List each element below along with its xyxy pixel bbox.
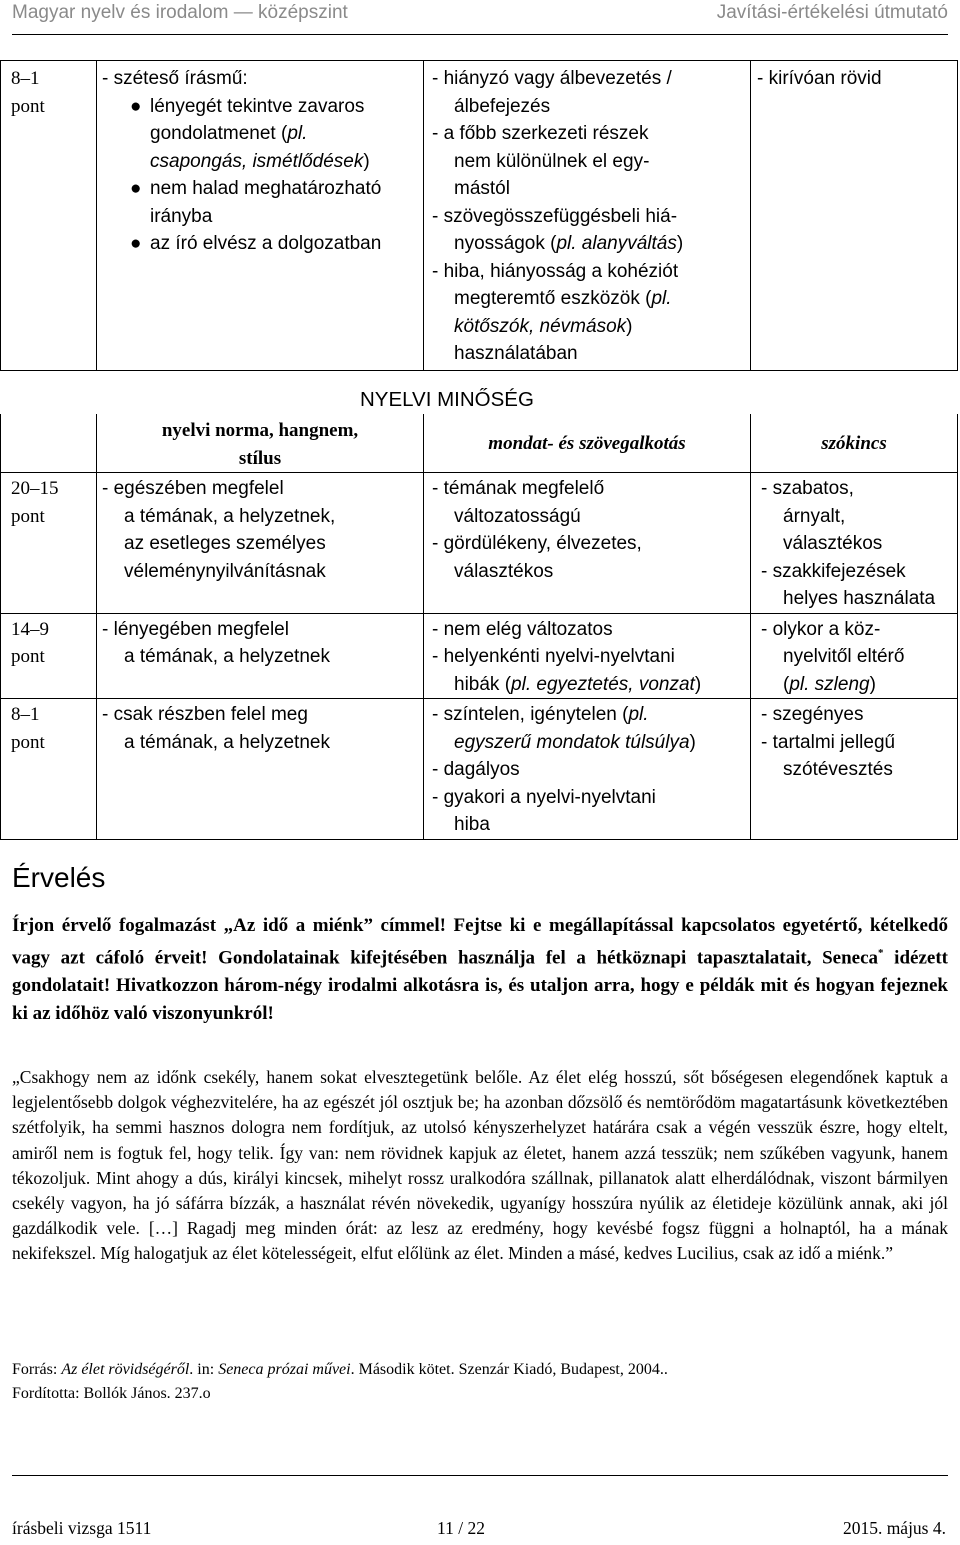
text-cell: - színtelen, igénytelen (pl. egyszerű mondatok túlsúlya) - dagályos - gyakori a nyelvi-nyelvtani hiba — [424, 699, 751, 840]
norm-cell: - egészében megfelel a témának, a helyzetnek, az esetleges személyes véleménynyilvánításnak — [97, 473, 424, 614]
empty-header-cell — [1, 414, 97, 473]
bullet-item: ● nem halad meghatározható — [102, 175, 423, 203]
length-criterion: - kirívóan rövid — [757, 68, 882, 89]
bullet-item-continuation: csapongás, ismétlődések) — [150, 150, 370, 172]
vocab-cell: - olykor a köz- nyelvitől eltérő (pl. szleng) — [751, 613, 958, 699]
criterion-line: nyosságok (pl. alanyváltás) — [454, 233, 684, 254]
table-row — [1, 473, 958, 614]
points-cell: 20–15 pont — [1, 473, 97, 614]
source-citation: Forrás: Az élet rövidségéről. in: Seneca prózai művei. Második kötet. Szenzár Kiadó, Budapest, 2004.. Fordította: Bollók János. 237.o — [12, 1361, 668, 1402]
header-divider — [12, 34, 948, 35]
quality-table — [0, 414, 958, 840]
criterion-line: mástól — [454, 178, 510, 199]
table-row — [1, 699, 958, 840]
structure-table — [0, 60, 958, 371]
points-cell — [1, 61, 97, 371]
norm-cell: - csak részben felel meg a témának, a helyzetnek — [97, 699, 424, 840]
criterion-line: - hiba, hiányosság a kohéziót — [432, 260, 679, 282]
vocab-header: szókincs — [751, 414, 958, 473]
criterion-line: - hiányzó vagy álbevezetés / — [432, 68, 672, 89]
seneca-quote: „Csakhogy nem az időnk csekély, hanem sokat elvesztegetünk belőle. Az élet elég hosszú, sőt bőségesen elegendőnek kaptuk a legjelentősebb dolgok véghezvitelére, ha az egészét jól osztjuk be; ha azonban dőzsölő és nemtörődöm magatartásunk következtében szétfolyik, ha semmi hasznos dologra nem fordítjuk, az utolsó kényszerhelyzet határára csak a végén vesszük észre, hogy eltelt, amiről nem is fogtuk fel, hogy telik. Így van: nem rövidnek kapjuk az életet, hanem azzá tesszük; nem szűkében vagyunk, hanem tékozoljuk. Mint ahogy a dús, királyi kincsek, mihelyt rossz uralkodóra szállnak, pillanatok alatt elherdálódnak, viszont bármilyen csekély vagyon, ha jó sáfárra bízzák, a használat révén növekedik, ugyanígy hosszúra nyúlik az életideje közülünk annak, aki jól gazdálkodik vele. […] Ragadj meg minden órát: az lesz az eredmény, hogy kevésbé fogsz függni a holnaptól, ha a mának nekifekszel. Míg halogatjuk az élet kötelességeit, elfut előlünk az élet. Minden a másé, kedves Lucilius, csak az idő a miénk.” — [12, 1067, 948, 1264]
norm-header: nyelvi norma, hangnem, stílus — [97, 414, 424, 473]
header-left: Magyar nyelv és irodalom — középszint — [12, 2, 348, 23]
text-header: mondat- és szövegalkotás — [424, 414, 751, 473]
page-number: 11 / 22 — [437, 1518, 485, 1538]
bullet-item: ● az író elvész a dolgozatban — [102, 230, 423, 258]
vocab-cell: - szabatos, árnyalt, választékos - szakkifejezések helyes használata — [751, 473, 958, 614]
quality-title: NYELVI MINŐSÉG — [360, 388, 534, 411]
criterion-line: - a főbb szerkezeti részek — [432, 123, 649, 144]
footer-divider — [12, 1475, 948, 1476]
text-cell: - témának megfelelő változatosságú - gördülékeny, élvezetes, választékos — [424, 473, 751, 614]
header-right: Javítási-értékelési útmutató — [716, 2, 948, 23]
bullet-item-continuation: irányba — [150, 205, 213, 227]
criterion-line: nem különülnek el egy- — [454, 150, 650, 172]
text-cell: - nem elég változatos - helyenkénti nyelvi-nyelvtani hibák (pl. egyeztetés, vonzat) — [424, 613, 751, 699]
norm-cell: - lényegében megfelel a témának, a helyzetnek — [97, 613, 424, 699]
criterion-line: megteremtő eszközök (pl. — [454, 288, 672, 309]
footer-exam-code: írásbeli vizsga 1511 — [12, 1518, 152, 1538]
bullet-icon: ● — [130, 95, 142, 117]
vocab-cell: - szegényes - tartalmi jellegű szótévesztés — [751, 699, 958, 840]
section-title: Érvelés — [12, 862, 106, 893]
table-row — [1, 613, 958, 699]
points-label: pont — [11, 95, 45, 117]
bullet-icon: ● — [130, 178, 142, 199]
criterion-line: kötőszók, névmások) — [454, 315, 633, 337]
intro-line: - széteső írásmű: — [102, 68, 248, 89]
task-instructions: Írjon érvelő fogalmazást „Az idő a miénk” címmel! Fejtse ki e megállapítással kapcsolatos egyetértő, kételkedő vagy azt cáfoló érveit! Gondolatainak kifejtésében használja fel a hétköznapi tapasztalatait, Seneca* idézett gondolatait! Hivatkozzon három-négy irodalmi alkotásra is, és utaljon arra, hogy e példák mit és hogyan fejeznek ki az időhöz való viszonyunkról! — [12, 915, 948, 1024]
criterion-line: - szövegösszefüggésbeli hiá- — [432, 205, 678, 227]
points-range: 8–1 — [11, 68, 40, 89]
footer-date: 2015. május 4. — [842, 1518, 946, 1538]
criterion-line: álbefejezés — [454, 95, 551, 117]
bullet-item: ● lényegét tekintve zavaros — [102, 93, 423, 121]
structure-description-cell — [97, 61, 424, 371]
bullet-item-continuation: gondolatmenet (pl. — [150, 123, 308, 144]
criterion-line: használatában — [454, 343, 578, 364]
bullet-icon: ● — [130, 233, 142, 254]
cohesion-cell — [424, 61, 751, 371]
length-cell — [751, 61, 958, 371]
points-cell: 8–1 pont — [1, 699, 97, 840]
points-cell: 14–9 pont — [1, 613, 97, 699]
